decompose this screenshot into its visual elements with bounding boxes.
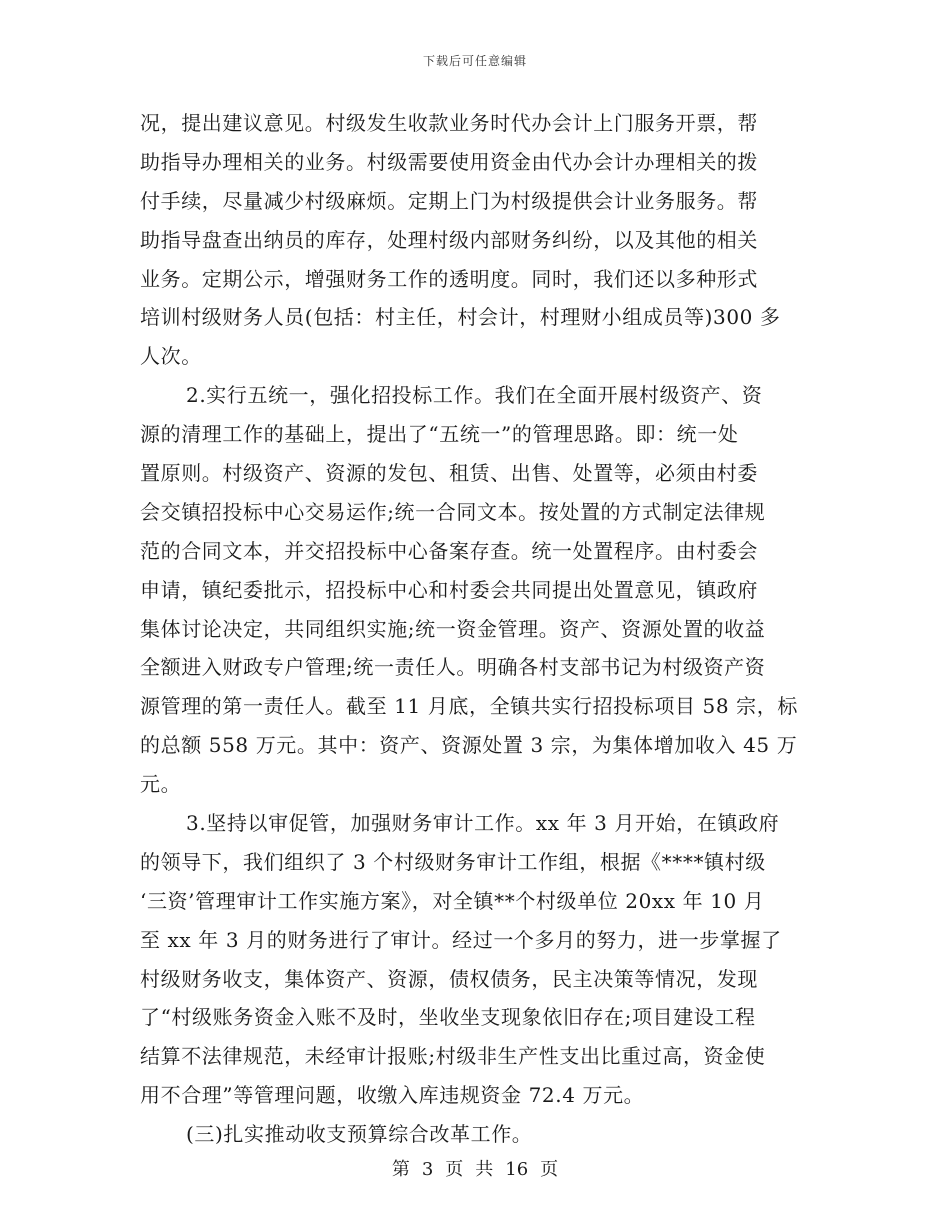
footer-total-label: 共 xyxy=(475,1159,494,1180)
text-line: (三)扎实推动收支预算综合改革工作。 xyxy=(186,1122,533,1147)
text-line: 的总额 558 万元。其中：资产、资源处置 3 宗，为集体增加收入 45 万 xyxy=(140,733,798,758)
text-line: 了“村级账务资金入账不及时，坐收坐支现象依旧存在;项目建设工程 xyxy=(140,1005,756,1030)
text-line: 培训村级财务人员(包括：村主任，村会计，村理财小组成员等)300 多 xyxy=(140,305,781,330)
text-line: 村级财务收支，集体资产、资源，债权债务，民主决策等情况，发现 xyxy=(140,966,758,991)
page-footer xyxy=(0,1155,950,1181)
text-line: 申请，镇纪委批示，招投标中心和村委会共同提出处置意见，镇政府 xyxy=(140,577,758,602)
text-line: 源管理的第一责任人。截至 11 月底，全镇共实行招投标项目 58 宗，标 xyxy=(140,694,798,719)
text-line: 助指导盘查出纳员的库存，处理村级内部财务纠纷，以及其他的相关 xyxy=(140,227,758,252)
text-line: 付手续，尽量减少村级麻烦。定期上门为村级提供会计业务服务。帮 xyxy=(140,188,758,213)
text-line: 况，提出建议意见。村级发生收款业务时代办会计上门服务开票，帮 xyxy=(140,111,758,135)
text-line: 业务。定期公示，增强财务工作的透明度。同时，我们还以多种形式 xyxy=(140,266,758,291)
footer-total-pages: 16 xyxy=(505,1159,529,1180)
text-line: 置原则。村级资产、资源的发包、租赁、出售、处置等，必须由村委 xyxy=(140,461,758,486)
text-line: 源的清理工作的基础上，提出了“五统一”的管理思路。即：统一处 xyxy=(140,422,739,447)
text-line: 助指导办理相关的业务。村级需要使用资金由代办会计办理相关的拨 xyxy=(140,149,758,174)
document-body xyxy=(140,104,810,1154)
footer-unit-label-2: 页 xyxy=(540,1159,559,1180)
page-header: 下载后可任意编辑 xyxy=(422,54,527,68)
text-line: 会交镇招投标中心交易运作;统一合同文本。按处置的方式制定法律规 xyxy=(140,499,766,524)
paragraph xyxy=(140,804,810,1115)
footer-page-label: 第 xyxy=(391,1159,410,1180)
text-line: 范的合同文本，并交招投标中心备案存查。统一处置程序。由村委会 xyxy=(140,538,758,563)
text-line: 集体讨论决定，共同组织实施;统一资金管理。资产、资源处置的收益 xyxy=(140,616,766,641)
text-line: 用不合理”等管理问题，收缴入库违规资金 72.4 万元。 xyxy=(140,1083,645,1108)
text-line: 3.坚持以审促管，加强财务审计工作。xx 年 3 月开始，在镇政府 xyxy=(186,811,780,836)
text-line: ‘三资’管理审计工作实施方案》，对全镇**个村级单位 20xx 年 10 月 xyxy=(140,888,765,913)
footer-current-page: 3 xyxy=(421,1159,434,1180)
text-line: 结算不法律规范，未经审计报账;村级非生产性支出比重过高，资金使 xyxy=(140,1044,766,1069)
footer-unit-label: 页 xyxy=(445,1159,464,1180)
text-line: 人次。 xyxy=(140,344,202,369)
paragraph xyxy=(140,376,810,804)
text-line: 的领导下，我们组织了 3 个村级财务审计工作组，根据《****镇村级 xyxy=(140,849,766,874)
text-line: 2.实行五统一，强化招投标工作。我们在全面开展村级资产、资 xyxy=(186,383,763,408)
paragraph xyxy=(140,1115,810,1154)
paragraph xyxy=(140,104,810,376)
text-line: 至 xx 年 3 月的财务进行了审计。经过一个多月的努力，进一步掌握了 xyxy=(140,927,782,952)
text-line: 全额进入财政专户管理;统一责任人。明确各村支部书记为村级资产资 xyxy=(140,655,766,680)
text-line: 元。 xyxy=(140,772,182,797)
